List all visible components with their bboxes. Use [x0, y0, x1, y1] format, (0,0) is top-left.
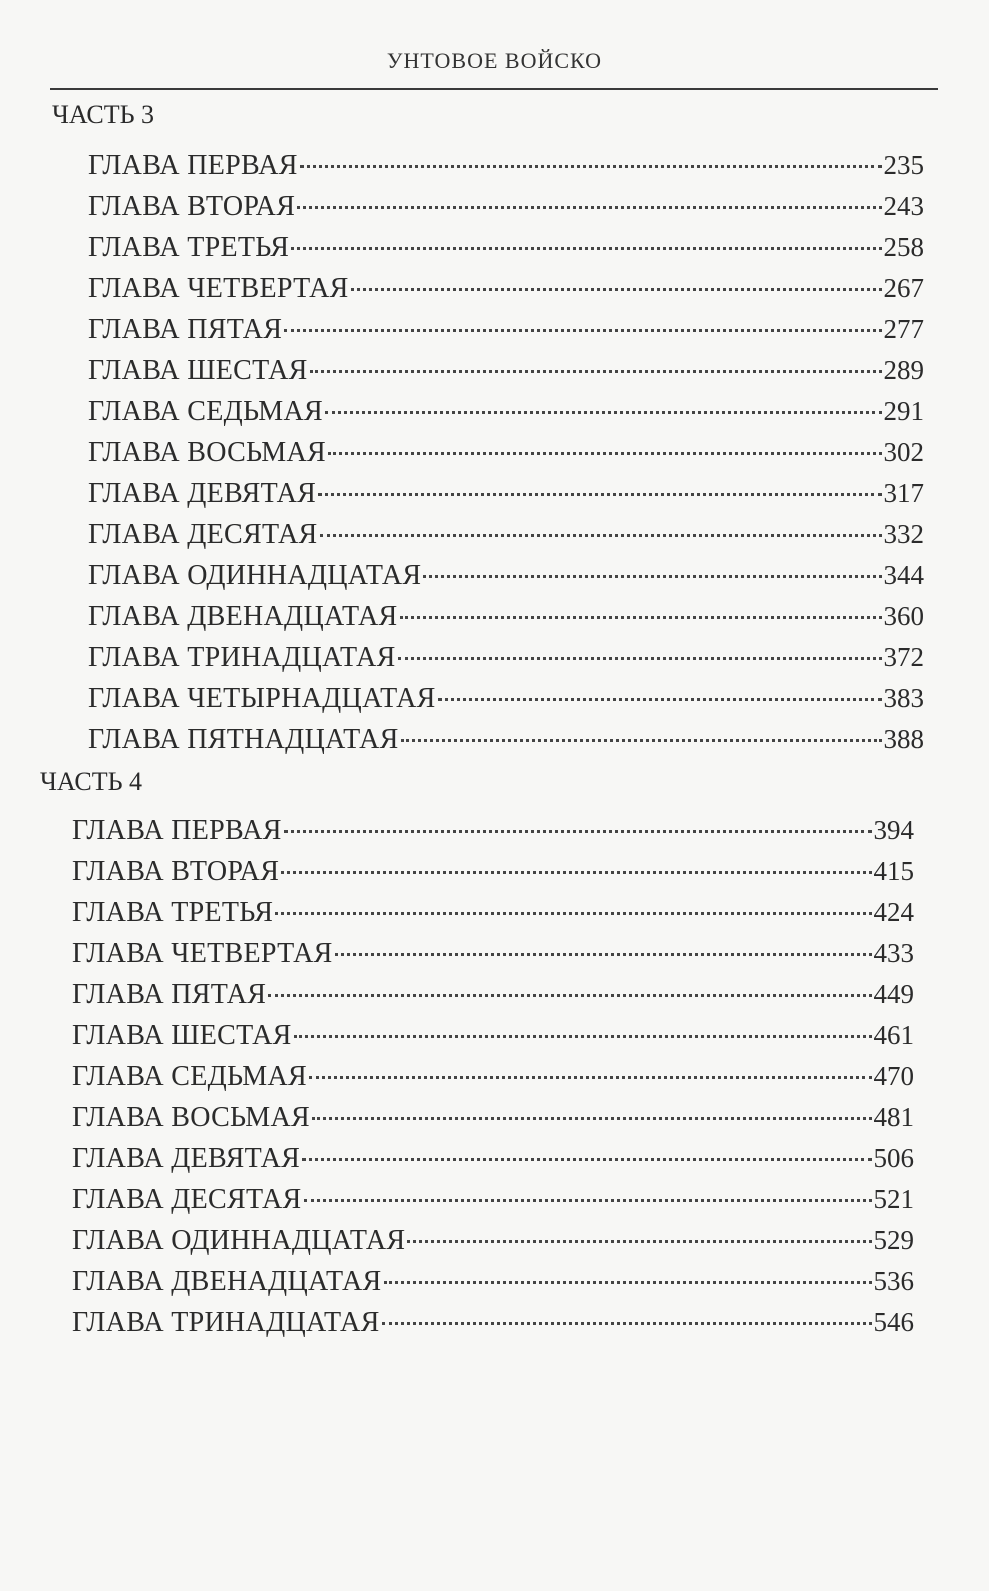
dot-leader	[275, 912, 871, 915]
page-number: 317	[883, 478, 924, 508]
page-number: 383	[883, 683, 924, 713]
dot-leader	[320, 534, 882, 537]
toc-entry	[88, 268, 924, 309]
chapter-title: ГЛАВА ЧЕТВЕРТАЯ	[88, 273, 349, 304]
dot-leader	[400, 616, 882, 619]
dot-leader	[335, 953, 872, 956]
page-number: 258	[883, 232, 924, 262]
chapter-title: ГЛАВА ТРЕТЬЯ	[88, 232, 290, 263]
page-number: 536	[873, 1266, 914, 1296]
page-number: 521	[873, 1184, 914, 1214]
running-head: УНТОВОЕ ВОЙСКО	[386, 48, 603, 73]
toc-entry	[72, 1056, 914, 1097]
chapter-title: ГЛАВА ОДИННАДЦАТАЯ	[72, 1225, 406, 1256]
page-number: 461	[873, 1020, 914, 1050]
chapter-title: ГЛАВА ТРИНАДЦАТАЯ	[88, 642, 396, 673]
dot-leader	[297, 206, 881, 209]
page-number: 415	[873, 856, 914, 886]
part-4-heading: ЧАСТЬ 4	[40, 767, 143, 796]
toc-entry	[88, 678, 924, 719]
dot-leader	[328, 452, 882, 455]
dot-leader	[438, 698, 882, 701]
dot-leader	[281, 871, 871, 874]
dot-leader	[302, 1158, 871, 1161]
toc-entry	[88, 350, 924, 391]
dot-leader	[268, 994, 871, 997]
toc-entry	[88, 637, 924, 678]
dot-leader	[407, 1240, 871, 1243]
chapter-title: ГЛАВА ДЕВЯТАЯ	[72, 1143, 301, 1174]
header-rule	[50, 88, 938, 90]
chapter-title: ГЛАВА ДЕСЯТАЯ	[88, 519, 318, 550]
page-number: 344	[883, 560, 924, 590]
page-number: 267	[883, 273, 924, 303]
dot-leader	[325, 411, 882, 414]
toc-entry	[72, 1261, 914, 1302]
toc-entry	[88, 309, 924, 350]
chapter-title: ГЛАВА ПЯТНАДЦАТАЯ	[88, 724, 399, 755]
dot-leader	[284, 830, 872, 833]
page-number: 481	[873, 1102, 914, 1132]
toc-entry	[88, 719, 924, 760]
chapter-title: ГЛАВА ПЕРВАЯ	[88, 150, 298, 181]
chapter-title: ГЛАВА ДВЕНАДЦАТАЯ	[88, 601, 398, 632]
toc-entry	[88, 432, 924, 473]
chapter-title: ГЛАВА ОДИННАДЦАТАЯ	[88, 560, 422, 591]
toc-entry	[72, 933, 914, 974]
toc-entry	[88, 514, 924, 555]
dot-leader	[309, 1076, 872, 1079]
toc-entry	[72, 1179, 914, 1220]
toc-entry	[72, 892, 914, 933]
chapter-title: ГЛАВА ВОСЬМАЯ	[72, 1102, 310, 1133]
toc-entry	[88, 145, 924, 186]
chapter-title: ГЛАВА ЧЕТЫРНАДЦАТАЯ	[88, 683, 436, 714]
chapter-title: ГЛАВА ПЕРВАЯ	[72, 815, 282, 846]
dot-leader	[300, 165, 882, 168]
chapter-title: ГЛАВА СЕДЬМАЯ	[72, 1061, 307, 1092]
toc-entry	[72, 1097, 914, 1138]
dot-leader	[318, 493, 881, 496]
chapter-title: ГЛАВА ЧЕТВЕРТАЯ	[72, 938, 333, 969]
page-number: 449	[873, 979, 914, 1009]
toc-entry	[72, 1138, 914, 1179]
chapter-title: ГЛАВА ВОСЬМАЯ	[88, 437, 326, 468]
chapter-title: ГЛАВА ПЯТАЯ	[72, 979, 267, 1010]
chapter-title: ГЛАВА ВТОРАЯ	[88, 191, 296, 222]
dot-leader	[284, 329, 881, 332]
dot-leader	[304, 1199, 872, 1202]
page-number: 506	[873, 1143, 914, 1173]
chapter-title: ГЛАВА ТРЕТЬЯ	[72, 897, 274, 928]
part-3-heading: ЧАСТЬ 3	[52, 100, 155, 129]
page-number: 529	[873, 1225, 914, 1255]
chapter-title: ГЛАВА ДЕВЯТАЯ	[88, 478, 317, 509]
page-number: 235	[883, 150, 924, 180]
toc-entry	[88, 473, 924, 514]
page-number: 470	[873, 1061, 914, 1091]
chapter-title: ГЛАВА ДВЕНАДЦАТАЯ	[72, 1266, 382, 1297]
page-number: 394	[873, 815, 914, 845]
toc-entry	[88, 186, 924, 227]
part-3-toc-list	[88, 145, 924, 760]
page-number: 360	[883, 601, 924, 631]
toc-entry	[72, 1220, 914, 1261]
page-number: 388	[883, 724, 924, 754]
chapter-title: ГЛАВА ШЕСТАЯ	[72, 1020, 292, 1051]
dot-leader	[401, 739, 882, 742]
toc-entry	[88, 596, 924, 637]
page-number: 433	[873, 938, 914, 968]
chapter-title: ГЛАВА СЕДЬМАЯ	[88, 396, 323, 427]
page-number: 424	[873, 897, 914, 927]
part-4-toc-list	[72, 810, 914, 1343]
dot-leader	[382, 1322, 872, 1325]
page-number: 332	[883, 519, 924, 549]
toc-entry	[88, 555, 924, 596]
toc-entry	[72, 810, 914, 851]
dot-leader	[384, 1281, 872, 1284]
dot-leader	[291, 247, 881, 250]
page-number: 291	[883, 396, 924, 426]
dot-leader	[423, 575, 881, 578]
chapter-title: ГЛАВА ТРИНАДЦАТАЯ	[72, 1307, 380, 1338]
dot-leader	[398, 657, 882, 660]
toc-entry	[72, 1302, 914, 1343]
chapter-title: ГЛАВА ШЕСТАЯ	[88, 355, 308, 386]
page-number: 277	[883, 314, 924, 344]
toc-entry	[88, 391, 924, 432]
page-number: 372	[883, 642, 924, 672]
page-number: 302	[883, 437, 924, 467]
toc-entry	[72, 851, 914, 892]
toc-entry	[72, 974, 914, 1015]
page-number: 546	[873, 1307, 914, 1337]
page-number: 243	[883, 191, 924, 221]
chapter-title: ГЛАВА ПЯТАЯ	[88, 314, 283, 345]
dot-leader	[294, 1035, 872, 1038]
chapter-title: ГЛАВА ДЕСЯТАЯ	[72, 1184, 302, 1215]
dot-leader	[351, 288, 882, 291]
dot-leader	[310, 370, 882, 373]
toc-entry	[88, 227, 924, 268]
chapter-title: ГЛАВА ВТОРАЯ	[72, 856, 280, 887]
dot-leader	[312, 1117, 872, 1120]
page-number: 289	[883, 355, 924, 385]
toc-entry	[72, 1015, 914, 1056]
